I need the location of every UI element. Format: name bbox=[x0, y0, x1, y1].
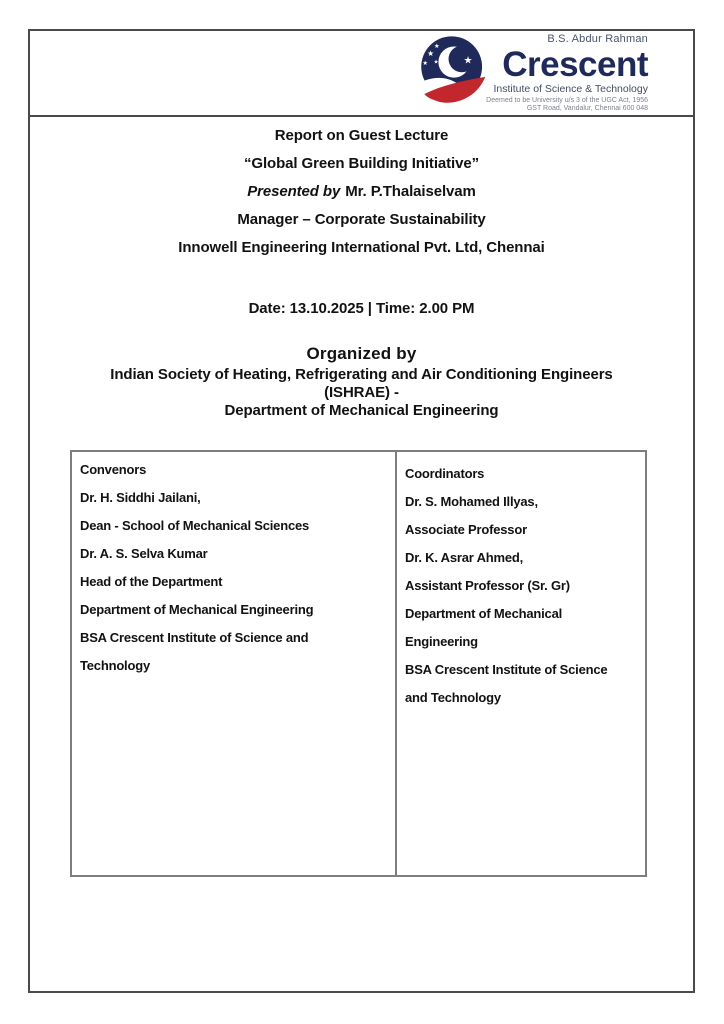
presenter-line bbox=[30, 178, 693, 206]
coordinator-line: Dr. S. Mohamed Illyas, bbox=[405, 494, 538, 509]
organizer-lines bbox=[30, 366, 693, 420]
document-page bbox=[28, 29, 695, 993]
coordinator-line: Associate Professor bbox=[405, 522, 527, 537]
date-time-line: Date: 13.10.2025 | Time: 2.00 PM bbox=[248, 300, 475, 317]
coordinator-line: Assistant Professor (Sr. Gr) bbox=[405, 578, 570, 593]
institute-logo bbox=[415, 34, 648, 113]
convenor-line: Head of the Department bbox=[80, 574, 223, 589]
organized-by-heading: Organized by bbox=[306, 344, 417, 363]
organizer-line: (ISHRAE) - bbox=[324, 384, 399, 401]
convenor-line: BSA Crescent Institute of Science and bbox=[80, 630, 309, 645]
coordinator-line: Department of Mechanical bbox=[405, 606, 563, 621]
svg-text:★: ★ bbox=[434, 43, 440, 51]
report-title: Report on Guest Lecture bbox=[274, 127, 449, 144]
coordinator-line: Engineering bbox=[405, 634, 478, 649]
convenor-line: Technology bbox=[80, 658, 150, 673]
institute-address-line: GST Road, Vandalur, Chennai 600 048 bbox=[526, 104, 648, 112]
crescent-moon-emblem-icon bbox=[415, 34, 493, 112]
lecture-title: “Global Green Building Initiative” bbox=[244, 155, 479, 172]
organizer-line: Department of Mechanical Engineering bbox=[224, 402, 499, 419]
institute-deemed-line: Deemed to be University u/s 3 of the UGC Act, 1956 bbox=[486, 96, 648, 104]
svg-text:★: ★ bbox=[427, 49, 435, 59]
convenors-lines bbox=[80, 484, 387, 680]
convenors-cell bbox=[72, 452, 397, 875]
letterhead-header bbox=[30, 31, 693, 117]
committee-table bbox=[70, 450, 647, 877]
title-block bbox=[30, 117, 693, 420]
institute-pre-title: B.S. Abdur Rahman bbox=[547, 33, 648, 45]
svg-text:★: ★ bbox=[433, 59, 439, 66]
svg-text:★: ★ bbox=[422, 60, 429, 68]
convenor-line: Dr. H. Siddhi Jailani, bbox=[80, 490, 201, 505]
coordinator-line: BSA Crescent Institute of Science bbox=[405, 662, 608, 677]
svg-text:★: ★ bbox=[463, 55, 473, 67]
institute-subtitle: Institute of Science & Technology bbox=[493, 83, 648, 95]
institute-logo-text bbox=[486, 34, 648, 113]
institute-name: Crescent bbox=[502, 45, 648, 84]
presenter-company: Innowell Engineering International Pvt. Ltd, Chennai bbox=[178, 239, 545, 256]
coordinator-line: Dr. K. Asrar Ahmed, bbox=[405, 550, 524, 565]
convenor-line: Dr. A. S. Selva Kumar bbox=[80, 546, 208, 561]
presenter-designation: Manager – Corporate Sustainability bbox=[237, 211, 486, 228]
coordinators-header: Coordinators bbox=[405, 466, 485, 481]
coordinators-lines bbox=[405, 488, 637, 712]
convenors-header: Convenors bbox=[80, 462, 147, 477]
convenor-line: Dean - School of Mechanical Sciences bbox=[80, 518, 310, 533]
organizer-line: Indian Society of Heating, Refrigerating and Air Conditioning Engineers bbox=[110, 366, 613, 383]
convenor-line: Department of Mechanical Engineering bbox=[80, 602, 314, 617]
svg-text:★: ★ bbox=[441, 67, 447, 74]
presenter-name: Mr. P.Thalaiselvam bbox=[345, 183, 476, 200]
coordinators-cell bbox=[397, 452, 645, 875]
presented-by-label: Presented by bbox=[247, 183, 341, 200]
coordinator-line: and Technology bbox=[405, 690, 501, 705]
